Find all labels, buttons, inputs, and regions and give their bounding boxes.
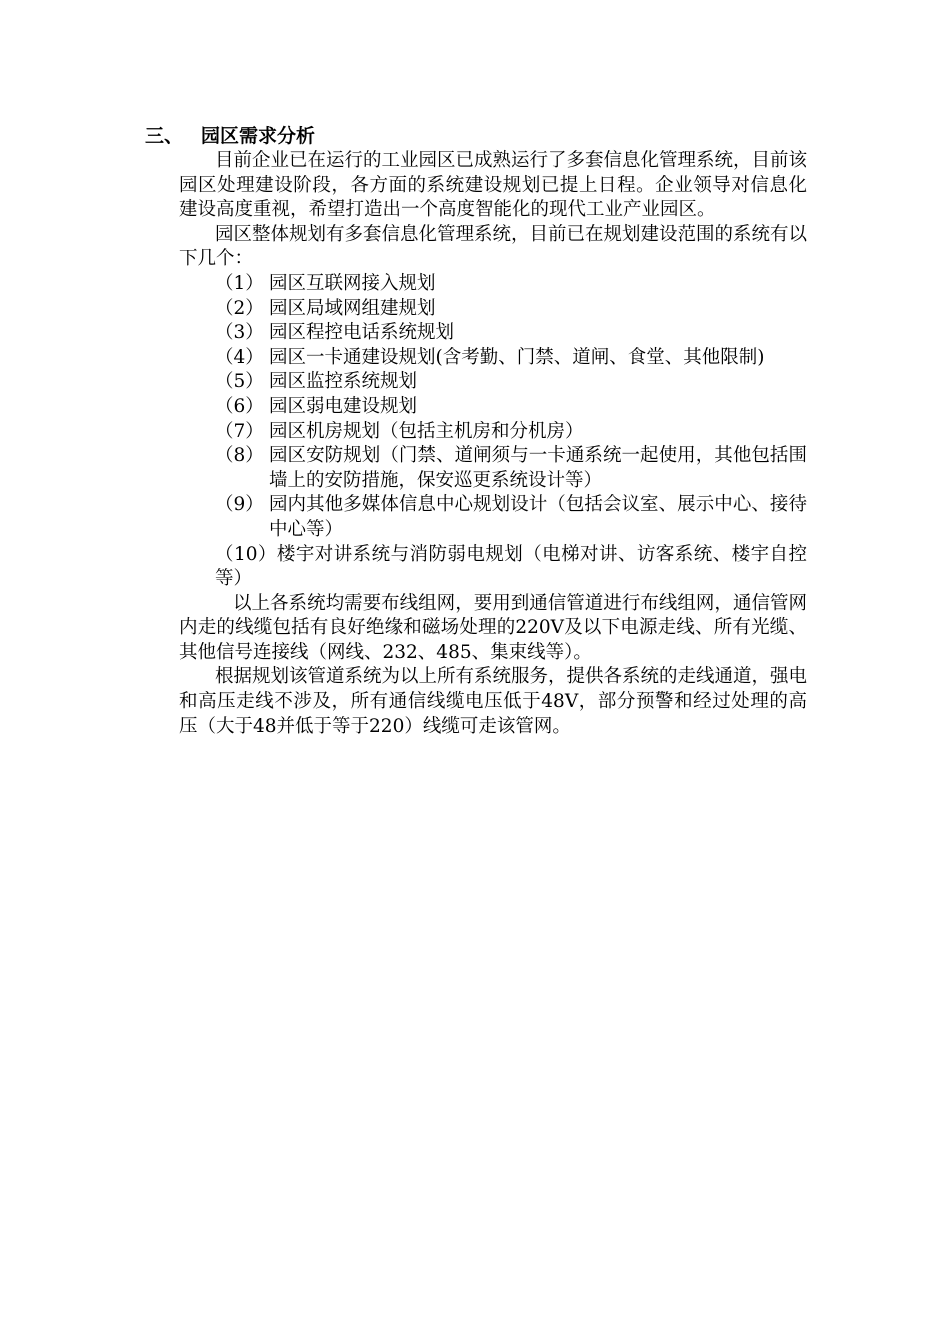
paragraph-intro: 目前企业已在运行的工业园区已成熟运行了多套信息化管理系统，目前该园区处理建设阶段，各方面的系统建设规划已提上日程。企业领导对信息化建设高度重视，希望打造出一个高度智能化的现代工业产业园区。 <box>179 150 808 221</box>
list-item-text: 园区一卡通建设规划(含考勤、门禁、道闸、食堂、其他限制) <box>269 346 765 368</box>
list-marker: （1） <box>215 272 264 294</box>
list-item <box>179 370 807 395</box>
list-marker: （3） <box>215 322 264 344</box>
list-item <box>179 297 807 322</box>
list-marker: （10） <box>215 543 277 565</box>
paragraph-cabling: 以上各系统均需要布线组网，要用到通信管道进行布线组网，通信管网内走的线缆包括有良好绝缘和磁场处理的220V及以下电源走线、所有光缆、其他信号连接线（网线、232、485、集束线等）。 <box>179 592 807 663</box>
paragraph-overview: 园区整体规划有多套信息化管理系统，目前已在规划建设范围的系统有以下几个： <box>179 223 808 270</box>
list-marker: （5） <box>215 371 264 393</box>
list-item <box>179 444 807 493</box>
section-title: 园区需求分析 <box>201 125 316 147</box>
list-item-text: 园区程控电话系统规划 <box>269 322 455 344</box>
list-marker: （8） <box>215 445 264 467</box>
list-item <box>179 493 807 542</box>
system-list <box>179 272 807 592</box>
list-item <box>179 346 807 371</box>
list-item-text: 园区安防规划（门禁、道闸须与一卡通系统一起使用，其他包括围墙上的安防措施，保安巡更系统设计等） <box>269 445 807 491</box>
list-marker: （4） <box>215 346 264 368</box>
list-item-text: 园区局域网组建规划 <box>269 297 436 319</box>
list-item-text: 园区弱电建设规划 <box>269 395 418 417</box>
list-marker: （9） <box>215 494 264 516</box>
list-marker: （7） <box>215 420 264 442</box>
list-item <box>179 395 807 420</box>
list-item-text: 楼宇对讲系统与消防弱电规划（电梯对讲、访客系统、楼宇自控等） <box>215 543 807 590</box>
document-body <box>179 149 807 739</box>
list-item-text: 园区监控系统规划 <box>269 371 418 393</box>
list-item-text: 园区互联网接入规划 <box>269 272 436 294</box>
list-item-text: 园区机房规划（包括主机房和分机房） <box>269 420 584 442</box>
list-marker: （6） <box>215 395 264 417</box>
list-item <box>179 321 807 346</box>
section-heading <box>145 124 315 149</box>
list-item-text: 园内其他多媒体信息中心规划设计（包括会议室、展示中心、接待中心等） <box>269 494 807 540</box>
list-item <box>179 272 807 297</box>
paragraph-conduit: 根据规划该管道系统为以上所有系统服务，提供各系统的走线通道，强电和高压走线不涉及，所有通信线缆电压低于48V，部分预警和经过处理的高压（大于48并低于等于220）线缆可走该管网。 <box>179 666 808 737</box>
list-marker: （2） <box>215 297 264 319</box>
list-item <box>179 543 807 592</box>
section-number: 三、 <box>145 125 184 147</box>
list-item <box>179 420 807 445</box>
